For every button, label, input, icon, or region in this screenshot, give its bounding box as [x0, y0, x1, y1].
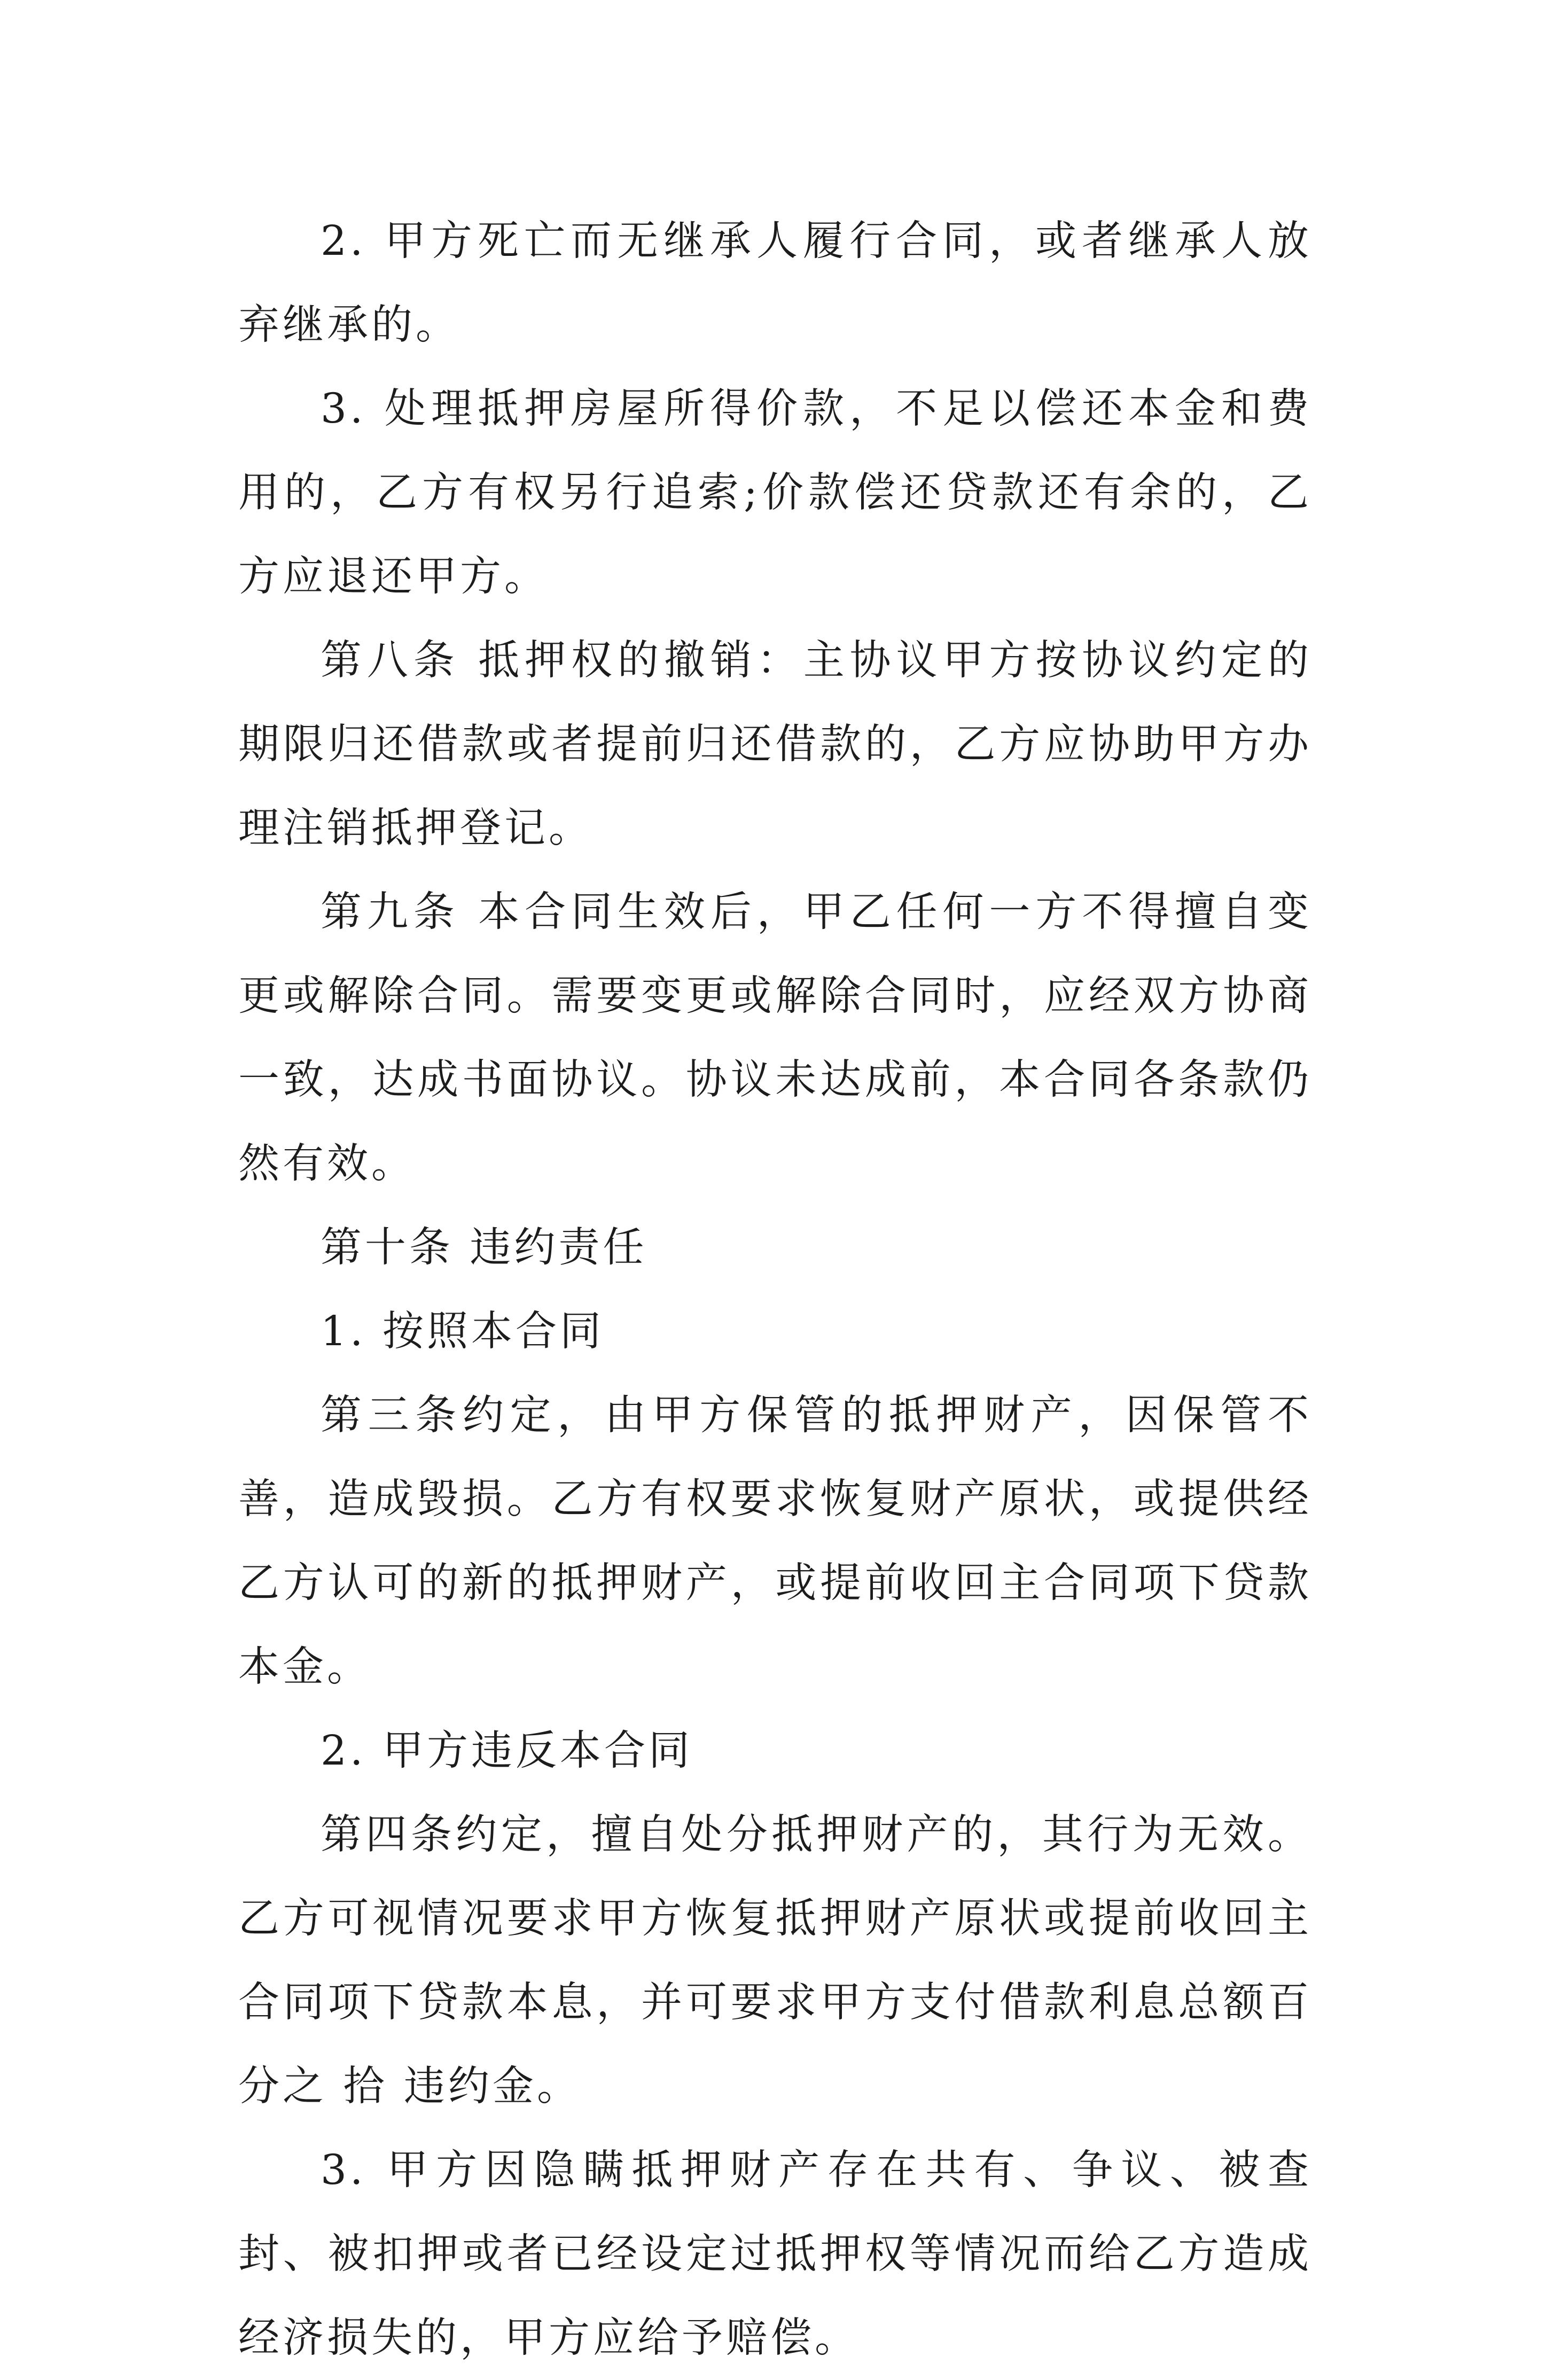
document-body — [238, 199, 1312, 2380]
article-8-paragraph: 第八条 抵押权的撤销：主协议甲方按协议约定的期限归还借款或者提前归还借款的，乙方应协助甲方办理注销抵押登记。 — [238, 637, 1312, 852]
liability-item-1-heading: 1. 按照本合同 — [321, 1308, 604, 1355]
liability-item-1-body: 第三条约定，由甲方保管的抵押财产，因保管不善，造成毁损。乙方有权要求恢复财产原状，或提供经乙方认可的新的抵押财产，或提前收回主合同项下贷款本金。 — [238, 1392, 1312, 1691]
liability-item-2-heading: 2. 甲方违反本合同 — [321, 1727, 693, 1775]
paragraph-item-2: 2. 甲方死亡而无继承人履行合同，或者继承人放弃继承的。 — [238, 217, 1312, 349]
article-9-paragraph: 第九条 本合同生效后，甲乙任何一方不得擅自变更或解除合同。需要变更或解除合同时，应经双方协商一致，达成书面协议。协议未达成前，本合同各条款仍然有效。 — [238, 888, 1312, 1188]
liability-item-3-body: 3. 甲方因隐瞒抵押财产存在共有、争议、被查封、被扣押或者已经设定过抵押权等情况而给乙方造成经济损失的，甲方应给予赔偿。 — [238, 2147, 1312, 2362]
paragraph-item-3: 3. 处理抵押房屋所得价款，不足以偿还本金和费用的，乙方有权另行追索;价款偿还贷款还有余的，乙方应退还甲方。 — [238, 385, 1312, 600]
article-10-heading: 第十条 违约责任 — [321, 1224, 647, 1271]
liability-item-2-body: 第四条约定，擅自处分抵押财产的，其行为无效。乙方可视情况要求甲方恢复抵押财产原状或提前收回主合同项下贷款本息，并可要求甲方支付借款利息总额百分之 拾 违约金。 — [238, 1811, 1312, 2110]
